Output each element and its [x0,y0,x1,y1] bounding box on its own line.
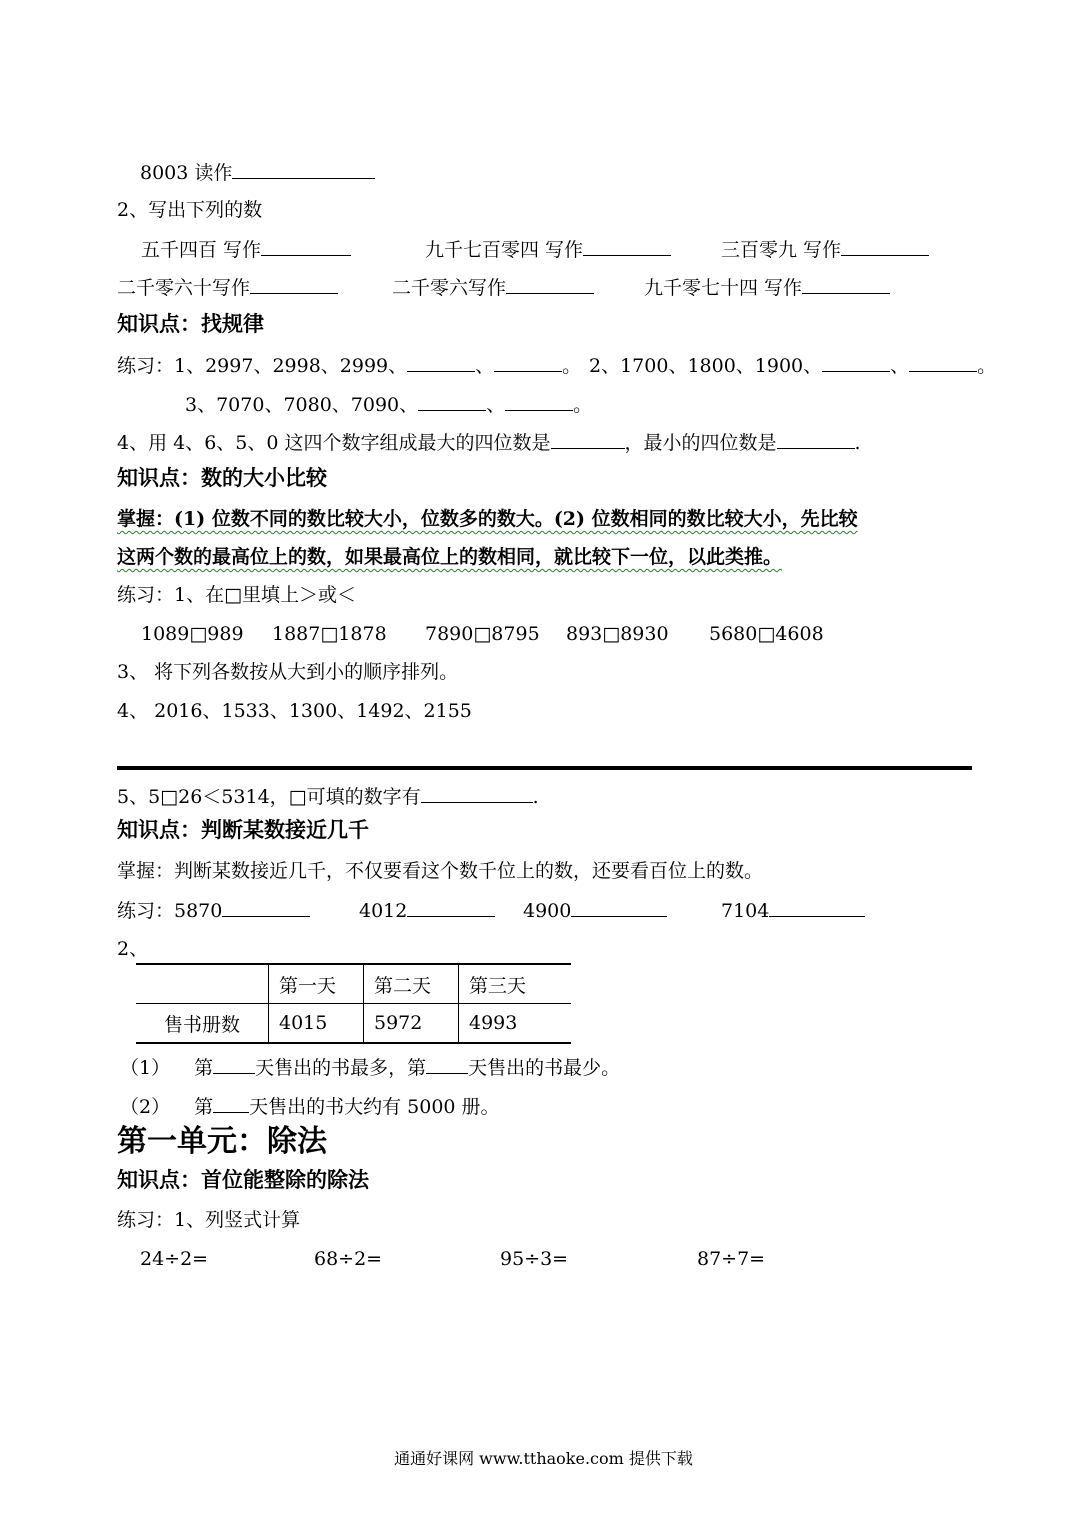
section-heading: 知识点：首位能整除的除法 [117,1168,369,1192]
compare-item[interactable]: 893□8930 [566,623,669,645]
section-heading: 知识点：数的大小比较 [117,466,327,490]
answer-blank[interactable] [421,784,533,803]
write-row-2b: 二千零六写作 [392,275,594,300]
answer-blank[interactable] [583,237,671,256]
approx-exercise: 4012 [359,898,495,923]
book-sales-table [136,963,571,1044]
table-header: 第一天 [269,964,364,1004]
write-row-1c: 三百零九 写作 [721,237,929,262]
answer-blank[interactable] [250,275,338,294]
sort-question: 3、 将下列各数按从大到小的顺序排列。 [117,661,459,683]
question-label: 2、 [117,938,149,960]
answer-blank[interactable] [909,353,977,372]
write-row-2c: 九千零七十四 写作 [644,275,890,300]
number-list: 4、 2016、1533、1300、1492、2155 [117,700,472,722]
approx-exercise: 练习：5870 [117,898,310,923]
divider [117,766,972,770]
pattern-exercise-1: 练习：1、2997、2998、2999、 、 。 [117,355,582,377]
division-problem: 87÷7= [697,1248,766,1270]
question-title: 2、写出下列的数 [117,199,263,221]
table-row [136,1004,571,1044]
key-point-line-1: 掌握：(1) 位数不同的数比较大小，位数多的数大。(2) 位数相同的数比较大小，先比较 [117,508,858,530]
answer-blank[interactable] [407,353,475,372]
answer-blank[interactable] [769,898,865,917]
fill-digit-question: 5、5□26＜5314，□可填的数字有 . [117,786,539,808]
write-row-1: 五千四百 写作 [141,237,351,262]
approx-exercise: 7104 [721,898,865,923]
sub-question-2: （2） 第 天售出的书大约有 5000 册。 [120,1096,500,1118]
division-problem: 68÷2= [314,1248,383,1270]
pattern-exercise-2: 2、1700、1800、1900、 、 。 [589,355,997,377]
answer-blank[interactable] [426,1055,468,1074]
answer-blank[interactable] [571,898,667,917]
section-heading: 知识点：找规律 [117,312,264,336]
section-heading: 知识点：判断某数接近几千 [117,818,369,842]
answer-blank[interactable] [777,430,855,449]
compare-item[interactable]: 1089□989 [141,623,244,645]
approx-exercise: 4900 [523,898,667,923]
exercise-title: 练习：1、在□里填上＞或＜ [117,584,357,606]
answer-blank[interactable] [232,160,375,179]
write-row-1b: 九千七百零四 写作 [425,237,671,262]
answer-blank[interactable] [551,430,625,449]
table-cell: 5972 [364,1004,459,1044]
row-label: 售书册数 [136,1004,269,1044]
read-line: 8003 读作 [140,160,375,185]
table-cell [136,964,269,1004]
write-row-2: 二千零六十写作 [117,275,338,300]
answer-blank[interactable] [407,898,495,917]
compare-item[interactable]: 5680□4608 [709,623,824,645]
digits-question: 4、用 4、6、5、0 这四个数字组成最大的四位数是 ，最小的四位数是 . [117,432,861,454]
answer-blank[interactable] [222,898,310,917]
key-point-line-2: 这两个数的最高位上的数，如果最高位上的数相同，就比较下一位，以此类推。 [117,546,783,568]
key-point: 掌握：判断某数接近几千，不仅要看这个数千位上的数，还要看百位上的数。 [117,860,764,882]
page-footer: 通通好课网 www.tthaoke.com 提供下载 [394,1449,693,1468]
compare-item[interactable]: 7890□8795 [425,623,540,645]
exercise-title: 练习：1、列竖式计算 [117,1209,301,1231]
division-problem: 24÷2= [140,1248,209,1270]
pattern-exercise-3: 3、7070、7080、7090、 、 。 [185,394,593,416]
answer-blank[interactable] [822,353,890,372]
unit-title: 第一单元：除法 [117,1124,327,1159]
division-problem: 95÷3= [500,1248,569,1270]
answer-blank[interactable] [505,392,573,411]
answer-blank[interactable] [213,1055,255,1074]
table-header-row [136,964,571,1004]
table-cell: 4993 [459,1004,572,1044]
answer-blank[interactable] [213,1094,249,1113]
table-cell: 4015 [269,1004,364,1044]
table-header: 第二天 [364,964,459,1004]
compare-item[interactable]: 1887□1878 [272,623,387,645]
answer-blank[interactable] [418,392,486,411]
answer-blank[interactable] [841,237,929,256]
sub-question-1: （1） 第 天售出的书最多，第 天售出的书最少。 [120,1057,621,1079]
answer-blank[interactable] [494,353,562,372]
answer-blank[interactable] [802,275,890,294]
table-header: 第三天 [459,964,572,1004]
answer-blank[interactable] [261,237,351,256]
answer-blank[interactable] [506,275,594,294]
